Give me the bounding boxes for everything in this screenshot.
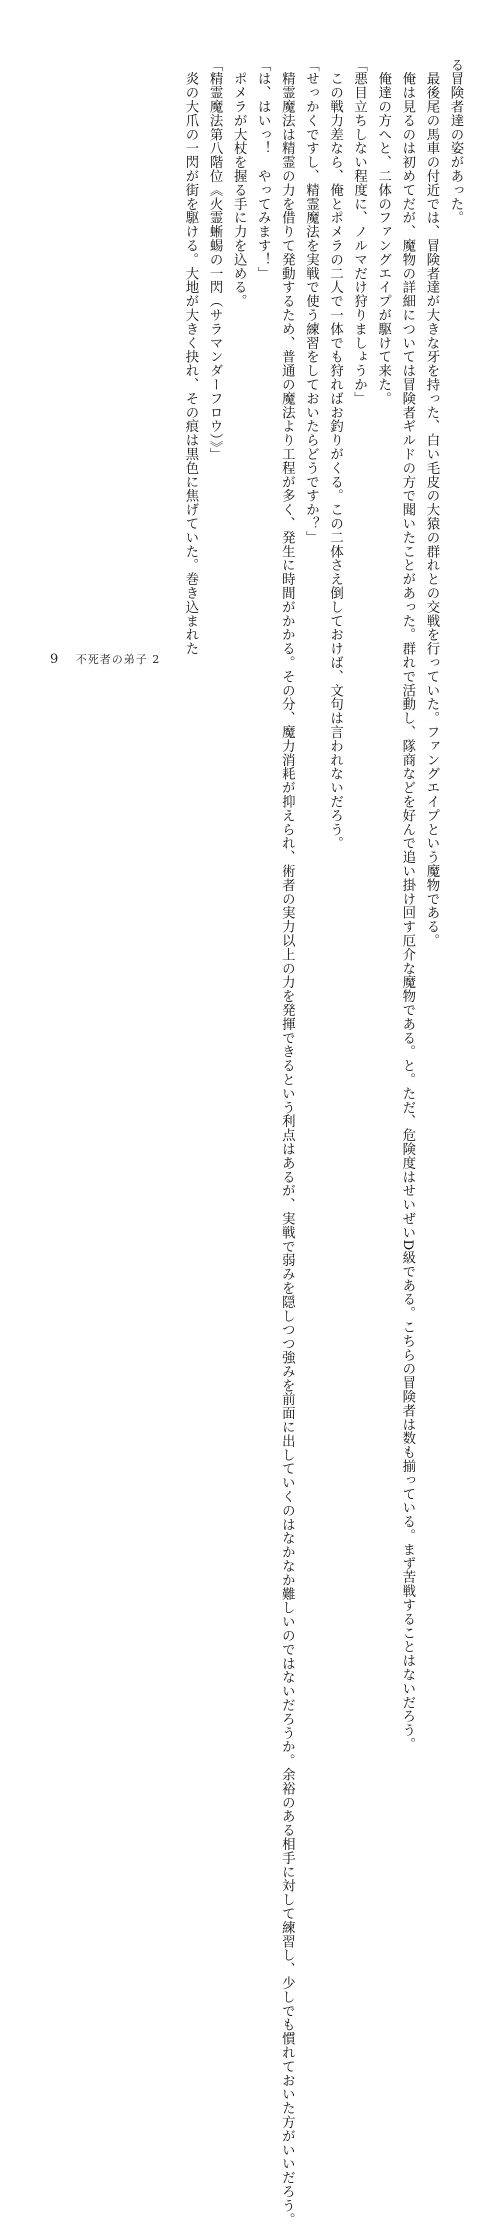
text-line: る冒険者達の姿があった。: [448, 58, 463, 225]
running-title: 不死者の弟子 2: [75, 653, 161, 666]
text-line: 俺達の方へと、二体のファングエイプが駆けて来た。: [375, 58, 391, 406]
text-line: 「精霊魔法第八階位《火霊蜥蜴の一閃（サラマンダーフロウ）》」: [207, 58, 223, 462]
text-line: 「せっかくですし、精霊魔法を実戦で使う練習をしておいたらどうですか？」: [303, 58, 319, 545]
page-footer: [50, 651, 160, 667]
text-line: 「悪目立ちしない程度に、ノルマだけ狩りましょうか」: [351, 58, 367, 406]
text-line: 「は、はいっ！ やってみます！」: [255, 58, 271, 281]
text-line: 炎の大爪の一閃が街を駆ける。大地が大きく抉れ、その痕は黒色に焦げていた。巻き込まれた: [182, 58, 198, 656]
text-line: 俺は見るのは初めてだが、魔物の詳細については冒険者ギルドの方で聞いたことがあった。群れで活動し、隊商などを好んで追い掛け回す厄介な魔物である。と。ただ、危険度はせいぜいD級である。こちらの冒険者は数も揃っている。まず苦戦することはないだろう。: [399, 58, 415, 1752]
text-line: この戦力差なら、俺とポメラの二人で一体でも狩ればお釣りがくる。この二体さえ倒しておけば、文句は言われないだろう。: [327, 58, 343, 851]
text-line: ポメラが大杖を握る手に力を込める。: [231, 58, 247, 309]
text-line: 最後尾の馬車の付近では、冒険者達が大きな牙を持った、白い毛皮の大猿の群れとの交戦を行っていた。ファングエイプという魔物である。: [423, 58, 439, 948]
page-number: 9: [50, 652, 59, 667]
text-line: 精霊魔法は精霊の力を借りて発動するため、普通の魔法より工程が多く、発生に時間がかかる。その分、魔力消耗が抑えられ、術者の実力以上の力を発揮できるという利点はあるが、実戦で弱みを隠しつつ強みを前面に出していくのはなかなか難しいのではないだろうか。余裕のある相手に対して練習し、少しでも慣れておいた方がいいだろう。: [279, 58, 295, 2226]
